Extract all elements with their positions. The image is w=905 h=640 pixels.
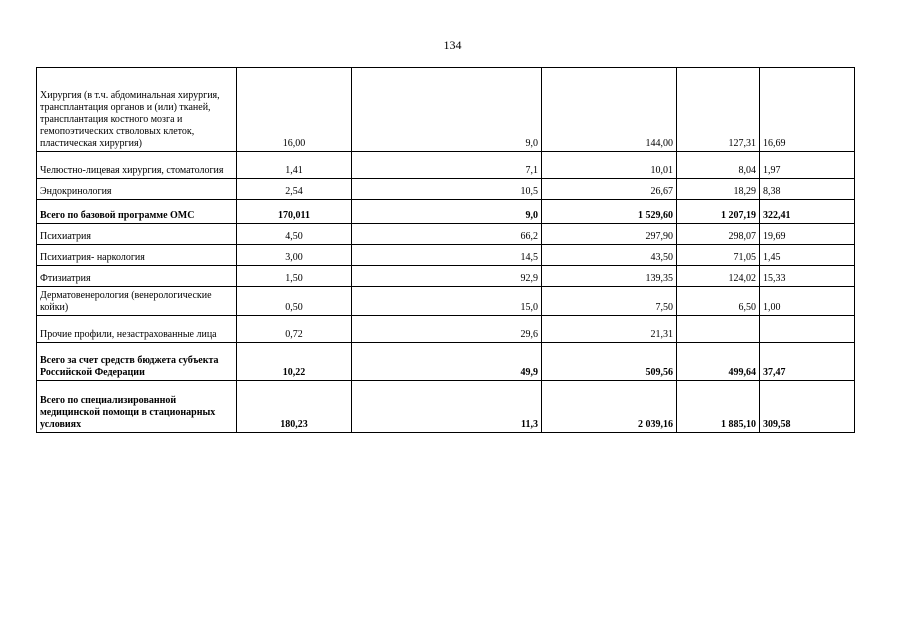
cell-value: 49,9 [352, 343, 542, 381]
cell-value: 14,5 [352, 245, 542, 266]
table-row [37, 152, 855, 179]
table-row-total [37, 343, 855, 381]
row-label: Челюстно-лицевая хирургия, стоматология [37, 152, 237, 179]
row-label: Эндокринология [37, 179, 237, 200]
cell-value: 1 529,60 [542, 200, 677, 224]
table-row-total [37, 200, 855, 224]
cell-value: 18,29 [677, 179, 760, 200]
cell-value: 1 885,10 [677, 381, 760, 433]
cell-value: 19,69 [760, 224, 855, 245]
cell-value: 9,0 [352, 200, 542, 224]
cell-value: 16,69 [760, 68, 855, 152]
cell-value: 1,41 [237, 152, 352, 179]
cell-value: 37,47 [760, 343, 855, 381]
cell-value: 1,97 [760, 152, 855, 179]
cell-value: 6,50 [677, 287, 760, 316]
cell-value: 8,38 [760, 179, 855, 200]
cell-value: 499,64 [677, 343, 760, 381]
cell-value: 15,33 [760, 266, 855, 287]
cell-value: 10,22 [237, 343, 352, 381]
cell-value: 10,01 [542, 152, 677, 179]
cell-value: 92,9 [352, 266, 542, 287]
row-label: Дерматовенерология (венерологические койки) [37, 287, 237, 316]
row-label: Психиатрия- наркология [37, 245, 237, 266]
cell-value: 8,04 [677, 152, 760, 179]
cell-value: 127,31 [677, 68, 760, 152]
cell-value: 1,50 [237, 266, 352, 287]
row-label: Фтизиатрия [37, 266, 237, 287]
cell-value: 7,1 [352, 152, 542, 179]
page-number: 134 [443, 38, 462, 52]
table-row [37, 179, 855, 200]
cell-value: 1,45 [760, 245, 855, 266]
table-row [37, 68, 855, 152]
cell-value: 71,05 [677, 245, 760, 266]
cell-value: 15,0 [352, 287, 542, 316]
row-label: Хирургия (в т.ч. абдоминальная хирургия, трансплантация органов и (или) тканей, трансплантация костного мозга и гемопоэтических стволовых клеток, пластическая хирургия) [37, 68, 237, 152]
row-label: Всего за счет средств бюджета субъекта Российской Федерации [37, 343, 237, 381]
row-label: Психиатрия [37, 224, 237, 245]
cell-value: 10,5 [352, 179, 542, 200]
table-row-grand-total [37, 381, 855, 433]
cell-value: 297,90 [542, 224, 677, 245]
cell-value: 0,50 [237, 287, 352, 316]
cell-value: 139,35 [542, 266, 677, 287]
cell-value: 29,6 [352, 316, 542, 343]
row-label: Всего по специализированной медицинской помощи в стационарных условиях [37, 381, 237, 433]
table-row [37, 316, 855, 343]
cell-value: 26,67 [542, 179, 677, 200]
cell-value: 2 039,16 [542, 381, 677, 433]
table-row [37, 245, 855, 266]
cell-value: 1 207,19 [677, 200, 760, 224]
data-table [36, 67, 855, 433]
cell-value: 180,23 [237, 381, 352, 433]
cell-value: 298,07 [677, 224, 760, 245]
cell-value: 1,00 [760, 287, 855, 316]
cell-value: 43,50 [542, 245, 677, 266]
cell-value [760, 316, 855, 343]
row-label: Всего по базовой программе ОМС [37, 200, 237, 224]
cell-value: 7,50 [542, 287, 677, 316]
table-row [37, 266, 855, 287]
cell-value: 170,011 [237, 200, 352, 224]
table-row [37, 287, 855, 316]
cell-value: 124,02 [677, 266, 760, 287]
cell-value: 3,00 [237, 245, 352, 266]
cell-value: 0,72 [237, 316, 352, 343]
cell-value: 309,58 [760, 381, 855, 433]
cell-value: 322,41 [760, 200, 855, 224]
cell-value: 21,31 [542, 316, 677, 343]
cell-value: 144,00 [542, 68, 677, 152]
cell-value: 9,0 [352, 68, 542, 152]
cell-value: 2,54 [237, 179, 352, 200]
row-label: Прочие профили, незастрахованные лица [37, 316, 237, 343]
cell-value: 66,2 [352, 224, 542, 245]
cell-value: 4,50 [237, 224, 352, 245]
cell-value: 11,3 [352, 381, 542, 433]
cell-value: 509,56 [542, 343, 677, 381]
cell-value [677, 316, 760, 343]
cell-value: 16,00 [237, 68, 352, 152]
table-row [37, 224, 855, 245]
